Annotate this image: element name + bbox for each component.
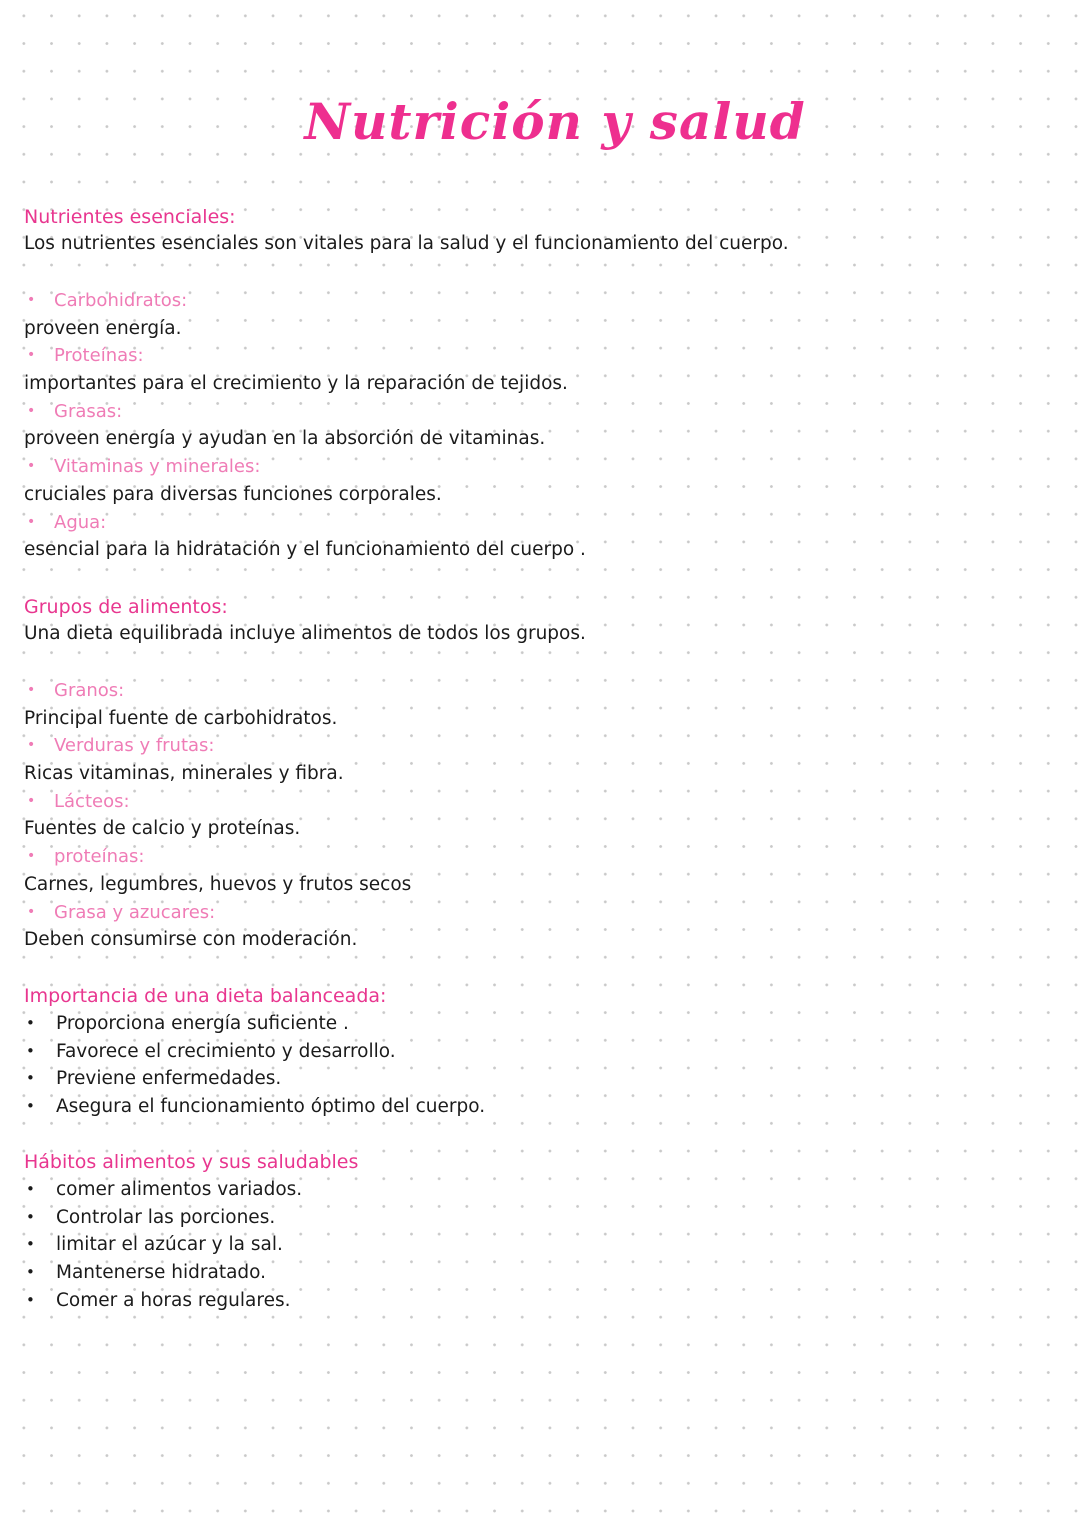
food-group-label	[24, 843, 1024, 871]
bullet-icon: •	[27, 402, 36, 419]
section-heading: Importancia de una dieta balanceada:	[24, 985, 387, 1007]
bullet-icon: •	[27, 682, 36, 698]
list-item-text: Previene enfermedades.	[56, 1068, 282, 1090]
bullet-icon: •	[26, 1235, 35, 1254]
list-item	[24, 1038, 1024, 1066]
list-item-text: Proporciona energía suficiente .	[56, 1013, 349, 1034]
bullet-icon: •	[27, 458, 36, 475]
section-food-groups	[24, 594, 1024, 954]
list-item	[24, 1065, 1024, 1093]
food-group-label-text: Granos:	[54, 680, 125, 701]
nutrient-label-text: Carbohidratos:	[54, 290, 188, 311]
food-group-label-text: Verduras y frutas:	[54, 735, 215, 757]
food-group-description: Ricas vitaminas, minerales y fibra.	[24, 763, 344, 785]
list-item-text: comer alimentos variados.	[56, 1179, 303, 1200]
list-item	[24, 1231, 1024, 1259]
bullet-icon: •	[27, 347, 36, 364]
food-group-label	[24, 732, 1024, 760]
nutrient-label	[24, 509, 1024, 537]
bullet-icon: •	[27, 848, 36, 865]
bullet-icon: •	[27, 737, 36, 754]
spacer	[24, 648, 1024, 677]
bullet-icon: •	[26, 1069, 35, 1088]
list-item-text: Mantenerse hidratado.	[56, 1262, 267, 1284]
section-heading: Hábitos alimentos y sus saludables	[24, 1151, 359, 1173]
nutrient-label	[24, 342, 1024, 370]
food-group-label-text: Grasa y azucares:	[54, 901, 216, 923]
food-group-label-text: proteínas:	[54, 846, 145, 868]
list-item-text: Comer a horas regulares.	[56, 1289, 291, 1311]
section-intro: Una dieta equilibrada incluye alimentos de todos los grupos.	[24, 623, 586, 644]
nutrient-label	[24, 287, 1024, 315]
spacer	[24, 258, 1024, 287]
nutrient-description: esencial para la hidratación y el funcionamiento del cuerpo .	[24, 539, 586, 561]
bullet-icon: •	[27, 513, 36, 530]
nutrient-description: cruciales para diversas funciones corporales.	[24, 483, 442, 505]
nutrient-description: importantes para el crecimiento y la reparación de tejidos.	[24, 373, 568, 395]
nutrient-description: proveen energía.	[24, 317, 182, 339]
food-group-label-text: Lácteos:	[54, 790, 130, 812]
list-item	[24, 1204, 1024, 1232]
list-item-text: Asegura el funcionamiento óptimo del cuerpo.	[56, 1096, 486, 1118]
section-heading: Nutrientes esenciales:	[24, 206, 236, 228]
bullet-icon: •	[26, 1290, 35, 1309]
nutrient-label	[24, 398, 1024, 426]
food-group-description: Principal fuente de carbohidratos.	[24, 707, 338, 729]
food-group-label	[24, 677, 1024, 705]
bullet-icon: •	[27, 792, 36, 809]
list-item	[24, 1259, 1024, 1287]
bullet-icon: •	[27, 292, 36, 308]
nutrient-label-text: Proteínas:	[54, 345, 144, 367]
importance-list	[24, 1010, 1024, 1121]
list-item	[24, 1287, 1024, 1315]
bullet-icon: •	[26, 1180, 35, 1198]
list-item-text: limitar el azúcar y la sal.	[56, 1234, 283, 1256]
section-habits	[24, 1149, 1024, 1314]
section-importance	[24, 983, 1024, 1121]
section-nutrients	[24, 204, 1024, 564]
nutrient-label-text: Vitaminas y minerales:	[54, 456, 261, 478]
bullet-icon: •	[26, 1014, 35, 1032]
bullet-icon: •	[26, 1041, 35, 1060]
habits-list	[24, 1176, 1024, 1314]
bullet-icon: •	[27, 903, 36, 920]
food-group-label	[24, 899, 1024, 927]
list-item-text: Favorece el crecimiento y desarrollo.	[56, 1040, 396, 1062]
bullet-icon: •	[26, 1097, 35, 1116]
food-group-description: Fuentes de calcio y proteínas.	[24, 818, 301, 840]
nutrient-description: proveen energía y ayudan en la absorción de vitaminas.	[24, 428, 546, 450]
food-group-label	[24, 788, 1024, 816]
section-heading: Grupos de alimentos:	[24, 596, 228, 618]
bullet-icon: •	[26, 1207, 35, 1226]
list-item	[24, 1010, 1024, 1038]
nutrient-label-text: Grasas:	[54, 400, 123, 422]
list-item	[24, 1093, 1024, 1121]
section-intro: Los nutrientes esenciales son vitales para la salud y el funcionamiento del cuerpo.	[24, 233, 789, 254]
list-item	[24, 1176, 1024, 1204]
page-title: Nutrición y salud	[304, 92, 806, 151]
nutrient-label	[24, 453, 1024, 481]
nutrient-label-text: Agua:	[54, 511, 107, 533]
food-group-description: Carnes, legumbres, huevos y frutos secos	[24, 873, 412, 895]
food-group-description: Deben consumirse con moderación.	[24, 929, 358, 951]
list-item-text: Controlar las porciones.	[56, 1206, 276, 1228]
bullet-icon: •	[26, 1263, 35, 1282]
